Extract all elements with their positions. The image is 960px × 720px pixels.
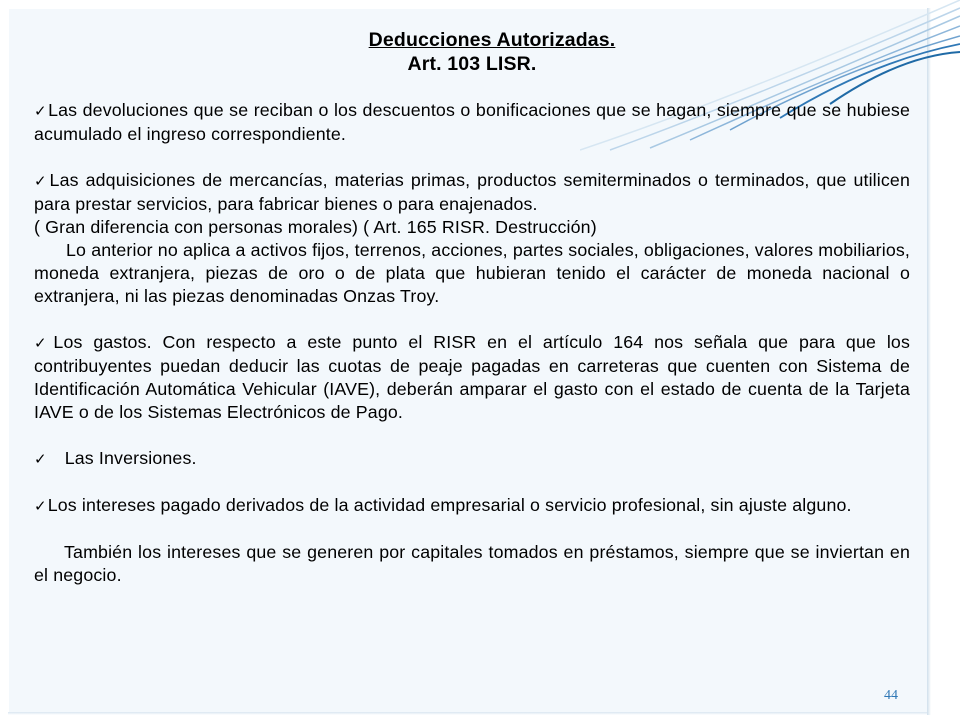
checkmark-icon: ✓ <box>34 497 47 515</box>
slide-body <box>34 28 910 587</box>
checkmark-icon: ✓ <box>34 172 49 190</box>
bullet-text: Las Inversiones. <box>64 448 197 468</box>
bullet-text: Los gastos. Con respecto a este punto el RISR en el artículo 164 nos señala que para que los contribuyentes puedan deducir las cuotas de peaje pagadas en carreteras que cuenten con Sistema de Identificación Automática Vehicular (IAVE), deberán amparar el gasto con el estado de cuenta de la Tarjeta IAVE o de los Sistemas Electrónicos de Pago. <box>34 332 911 422</box>
bullet-adquisiciones <box>34 169 910 216</box>
checkmark-icon: ✓ <box>34 102 48 120</box>
bullet-intereses <box>34 494 910 518</box>
detail-paragraph: También los intereses que se generen por capitales tomados en préstamos, siempre que se inviertan en el negocio. <box>34 542 910 585</box>
bullet-inversiones <box>34 447 910 471</box>
checkmark-icon: ✓ <box>34 334 53 352</box>
slide-title: Deducciones Autorizadas. <box>368 29 616 51</box>
bullet-text: Las adquisiciones de mercancías, materias primas, productos semiterminados o terminados, que utilicen para prestar servicios, para fabricar bienes o para enajenados. <box>34 170 910 214</box>
slide-subtitle: Art. 103 LISR. <box>407 53 537 75</box>
bullet-gastos <box>34 331 910 424</box>
detail-paragraph: Lo anterior no aplica a activos fijos, terrenos, acciones, partes sociales, obligaciones, valores mobiliarios, moneda extranjera, piezas de oro o de plata que hubieran tenido el carácter de moneda nacional o extranjera, ni las piezas denominadas Onzas Troy. <box>34 240 910 306</box>
note-line: ( Gran diferencia con personas morales) ( Art. 165 RISR. Destrucción) <box>34 217 597 237</box>
panel-shadow <box>8 712 927 715</box>
checkmark-icon: ✓ <box>34 450 47 468</box>
bullet-text: Las devoluciones que se reciban o los descuentos o bonificaciones que se hagan, siempre que se hubiese acumulado el ingreso correspondiente. <box>34 100 910 144</box>
bullet-devoluciones <box>34 99 910 146</box>
bullet-text: Los intereses pagado derivados de la actividad empresarial o servicio profesional, sin ajuste alguno. <box>47 495 852 515</box>
page-number: 44 <box>884 688 898 703</box>
